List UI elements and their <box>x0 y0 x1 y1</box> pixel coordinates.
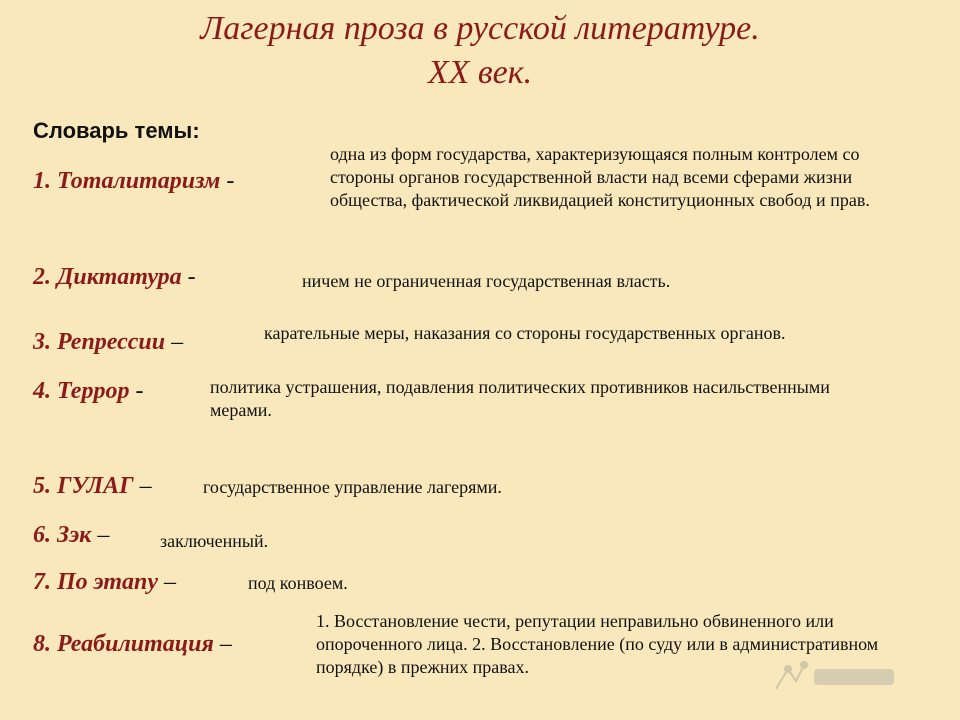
term-7 <box>33 567 176 597</box>
term-separator: - <box>129 378 144 404</box>
definition-7: под конвоем. <box>248 573 348 593</box>
definition-6: заключенный. <box>160 531 269 551</box>
term-4 <box>33 376 143 406</box>
term-label: 3. Репрессии <box>33 329 166 355</box>
term-label: 1. Тоталитаризм <box>33 168 221 194</box>
definition-4: политика устрашения, подавления политических противников насильственными мерами. <box>210 377 830 420</box>
term-separator: - <box>181 264 196 290</box>
term-label: 2. Диктатура <box>33 264 182 290</box>
term-3 <box>33 327 183 357</box>
term-label: 5. ГУЛАГ <box>33 473 134 499</box>
term-2 <box>33 262 196 292</box>
slide-title-line2: XX век. <box>427 54 533 91</box>
term-label: 7. По этапу <box>33 569 158 595</box>
section-subtitle: Словарь темы: <box>33 118 200 143</box>
definition-2: ничем не ограниченная государственная власть. <box>302 271 671 291</box>
term-separator: – <box>157 569 176 595</box>
term-separator: - <box>220 168 235 194</box>
term-5 <box>33 471 152 501</box>
term-8 <box>33 629 232 659</box>
definition-8: 1. Восстановление чести, репутации неправильно обвиненного или опороченного лица. 2. Восстановление (по суду или в административном порядке) в прежних правах. <box>316 611 879 677</box>
definition-1: одна из форм государства, характеризующаяся полным контролем со стороны органов государственной власти над всеми сферами жизни общества, фактической ликвидацией конституционных свобод и прав. <box>330 144 870 210</box>
term-separator: – <box>165 329 184 355</box>
term-label: 8. Реабилитация <box>33 631 214 657</box>
term-1 <box>33 166 234 196</box>
term-label: 4. Террор <box>33 378 130 404</box>
definition-5: государственное управление лагерями. <box>203 477 502 497</box>
definition-3: карательные меры, наказания со стороны государственных органов. <box>264 323 786 343</box>
slide-title-line1: Лагерная проза в русской литературе. <box>200 10 760 47</box>
term-6 <box>33 520 109 550</box>
term-separator: – <box>91 522 110 548</box>
term-separator: – <box>133 473 152 499</box>
term-separator: – <box>213 631 232 657</box>
term-label: 6. Зэк <box>33 522 92 548</box>
myshared-logo-icon <box>770 655 900 695</box>
